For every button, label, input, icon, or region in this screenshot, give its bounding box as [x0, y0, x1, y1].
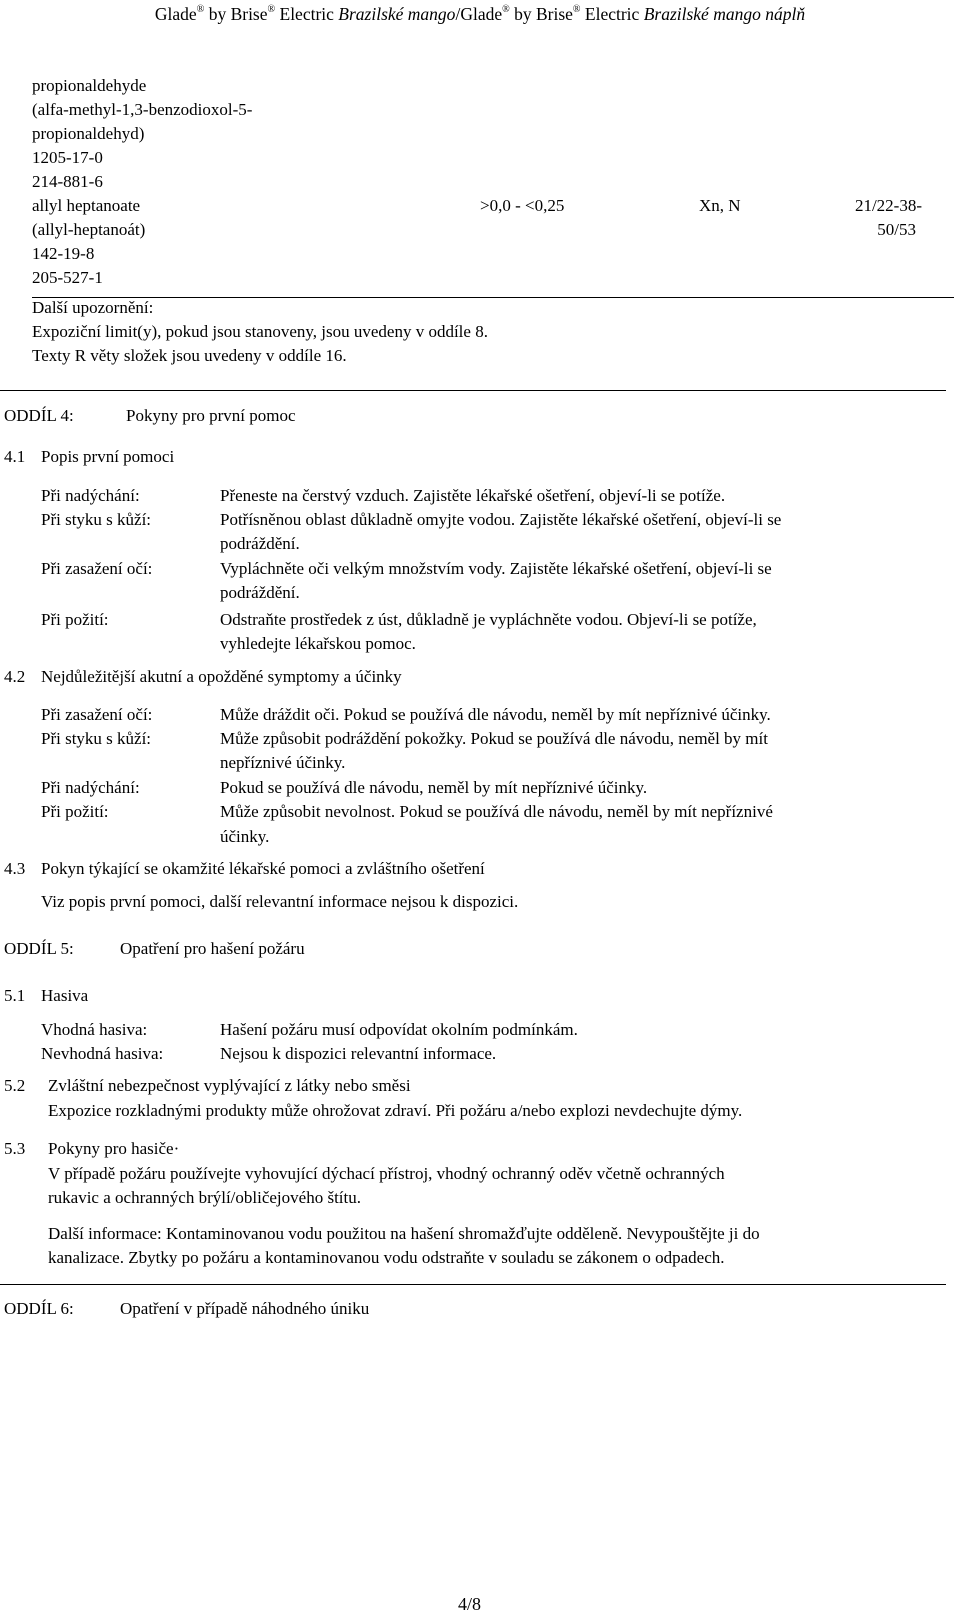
brand-by: by Brise: [208, 4, 268, 24]
subsection-text: rukavic a ochranných brýlí/obličejového štítu.: [48, 1188, 361, 1207]
section-title: Opatření v případě náhodného úniku: [120, 1299, 370, 1318]
first-aid-text: Vypláchněte oči velkým množstvím vody. Zajistěte lékařské ošetření, objeví-li se: [220, 559, 772, 578]
symptom-text: Může dráždit oči. Pokud se používá dle návodu, neměl by mít nepříznivé účinky.: [220, 705, 771, 724]
subsection-text: Viz popis první pomoci, další relevantní informace nejsou k dispozici.: [41, 892, 519, 911]
section-label: ODDÍL 5:: [4, 939, 74, 958]
product-name: Brazilské mango: [338, 4, 456, 24]
component-line: (alfa-methyl-1,3-benzodioxol-5-: [32, 100, 253, 119]
brand-name: Glade: [460, 4, 503, 24]
r-phrases-line: 21/22-38-: [854, 196, 922, 215]
registered-mark: ®: [572, 4, 581, 15]
page-number: 4/8: [458, 1594, 482, 1614]
subsection-title: Pokyny pro hasiče·: [48, 1139, 180, 1158]
subsection-number: 4.1: [4, 447, 26, 466]
brand-by: by Brise: [514, 4, 573, 24]
symptom-text: Může způsobit nevolnost. Pokud se používá dle návodu, neměl by mít nepříznivé: [220, 802, 773, 821]
subsection-title: Zvláštní nebezpečnost vyplývající z látky nebo směsi: [48, 1076, 411, 1095]
further-info-text: Další informace: Kontaminovanou vodu použitou na hašení shromažďujte odděleně. Nevypouštějte ji do: [48, 1224, 760, 1243]
first-aid-label-inhalation: Při nadýchání:: [41, 486, 140, 505]
first-aid-text: Přeneste na čerstvý vzduch. Zajistěte lékařské ošetření, objeví-li se potíže.: [220, 486, 726, 505]
symptom-text: nepříznivé účinky.: [220, 753, 346, 772]
subsection-number: 5.3: [4, 1139, 26, 1158]
symptom-text: účinky.: [220, 827, 270, 846]
concentration-value: >0,0 - <0,25: [480, 196, 565, 215]
first-aid-text: Odstraňte prostředek z úst, důkladně je vypláchněte vodou. Objeví-li se potíže,: [220, 610, 757, 629]
component-line: propionaldehyd): [32, 124, 145, 143]
section-rule: [0, 1284, 946, 1285]
notes-line: Texty R věty složek jsou uvedeny v oddíle 16.: [32, 346, 347, 365]
product-refill-name: Brazilské mango náplň: [643, 4, 806, 24]
first-aid-label-ingestion: Při požití:: [41, 610, 109, 629]
subsection-number: 5.1: [4, 986, 26, 1005]
header-slash: /: [455, 4, 461, 24]
brand-name: Glade: [154, 4, 197, 24]
section-label: ODDÍL 4:: [4, 406, 74, 425]
brand-electric: Electric: [279, 4, 334, 24]
symptom-label-eyes: Při zasažení očí:: [41, 705, 153, 724]
component-line: 142-19-8: [32, 244, 95, 263]
section-rule: [0, 390, 946, 391]
subsection-text: Expozice rozkladnými produkty může ohrožovat zdraví. Při požáru a/nebo explozi nevdechujte dýmy.: [48, 1101, 743, 1120]
r-phrases-line: 50/53: [877, 220, 916, 239]
unsuitable-media-label: Nevhodná hasiva:: [41, 1044, 164, 1063]
subsection-number: 4.2: [4, 667, 26, 686]
section-label: ODDÍL 6:: [4, 1299, 74, 1318]
component-line: (allyl-heptanoát): [32, 220, 146, 239]
classification-value: Xn, N: [699, 196, 741, 215]
subsection-text: V případě požáru používejte vyhovující dýchací přístroj, vhodný ochranný oděv včetně ochranných: [48, 1164, 725, 1183]
notes-title: Další upozornění:: [32, 298, 154, 317]
component-line: allyl heptanoate: [32, 196, 141, 215]
section-title: Opatření pro hašení požáru: [120, 939, 305, 958]
first-aid-label-skin: Při styku s kůží:: [41, 510, 152, 529]
subsection-number: 4.3: [4, 859, 26, 878]
component-line: 205-527-1: [32, 268, 103, 287]
subsection-title: Popis první pomoci: [41, 447, 175, 466]
first-aid-text: vyhledejte lékařskou pomoc.: [220, 634, 416, 653]
suitable-media-label: Vhodná hasiva:: [41, 1020, 148, 1039]
first-aid-label-eyes: Při zasažení očí:: [41, 559, 153, 578]
subsection-number: 5.2: [4, 1076, 26, 1095]
first-aid-text: Potřísněnou oblast důkladně omyjte vodou. Zajistěte lékařské ošetření, objeví-li se: [220, 510, 782, 529]
notes-line: Expoziční limit(y), pokud jsou stanoveny, jsou uvedeny v oddíle 8.: [32, 322, 488, 341]
registered-mark: ®: [196, 4, 205, 15]
brand-electric: Electric: [584, 4, 640, 24]
symptom-text: Pokud se používá dle návodu, neměl by mít nepříznivé účinky.: [220, 778, 648, 797]
registered-mark: ®: [267, 4, 276, 15]
further-info-text: kanalizace. Zbytky po požáru a kontaminovanou vodu odstraňte v souladu se zákonem o odpadech.: [48, 1248, 725, 1267]
component-line: 214-881-6: [32, 172, 103, 191]
symptom-label-inhalation: Při nadýchání:: [41, 778, 140, 797]
subsection-title: Nejdůležitější akutní a opožděné symptomy a účinky: [41, 667, 402, 686]
table-bottom-rule: [32, 297, 954, 298]
subsection-title: Pokyn týkající se okamžité lékařské pomoci a zvláštního ošetření: [41, 859, 485, 878]
symptom-label-skin: Při styku s kůží:: [41, 729, 152, 748]
first-aid-text: podráždění.: [220, 583, 300, 602]
registered-mark: ®: [502, 4, 510, 15]
symptom-label-ingestion: Při požití:: [41, 802, 109, 821]
component-list: [32, 74, 252, 290]
section-title: Pokyny pro první pomoc: [126, 406, 296, 425]
subsection-title: Hasiva: [41, 986, 89, 1005]
document-header: [0, 2, 960, 26]
component-line: propionaldehyde: [32, 76, 147, 95]
first-aid-text: podráždění.: [220, 534, 300, 553]
symptom-text: Může způsobit podráždění pokožky. Pokud se používá dle návodu, neměl by mít: [220, 729, 768, 748]
unsuitable-media-text: Nejsou k dispozici relevantní informace.: [220, 1044, 497, 1063]
suitable-media-text: Hašení požáru musí odpovídat okolním podmínkám.: [220, 1020, 578, 1039]
component-line: 1205-17-0: [32, 148, 103, 167]
